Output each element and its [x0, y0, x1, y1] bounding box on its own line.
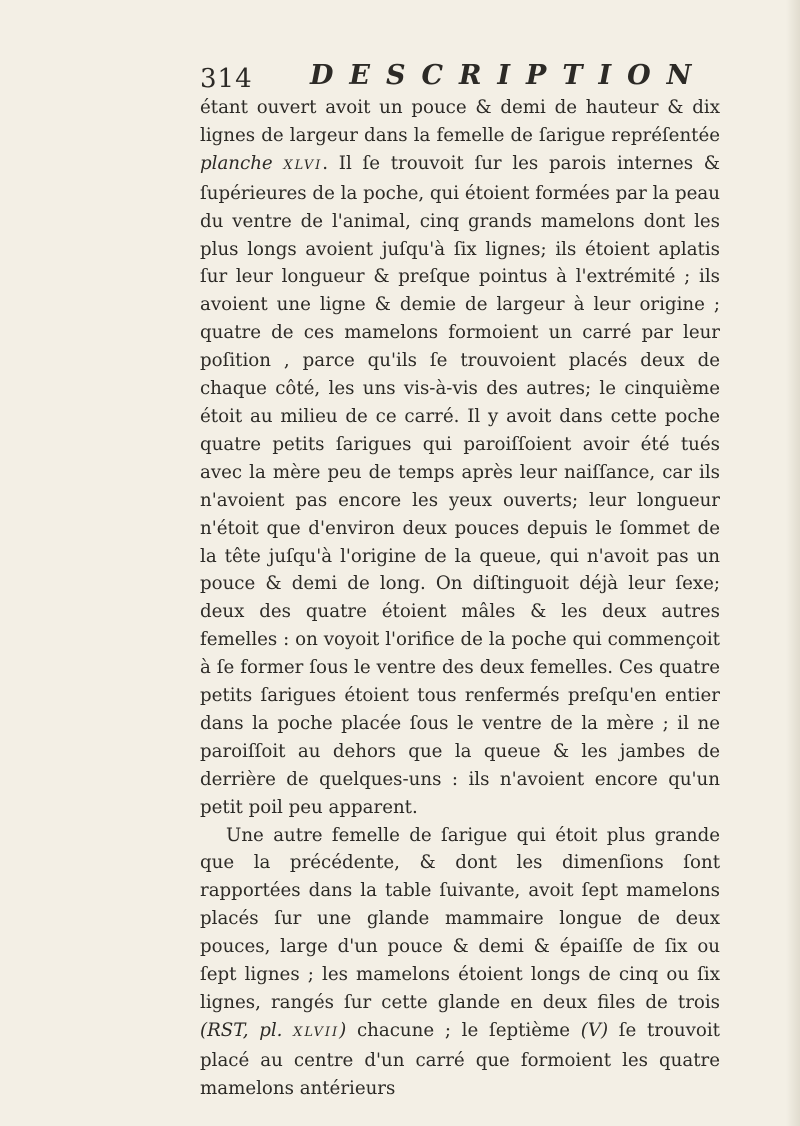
text-segment: (RST, pl. [200, 1019, 294, 1041]
running-title: DESCRIPTION [310, 60, 708, 91]
text-segment: XLVII [293, 1024, 340, 1040]
paragraph-1 [200, 94, 720, 822]
text-segment: XLVI [283, 157, 323, 173]
text-segment: planche [200, 152, 284, 174]
text-segment: (V) [580, 1019, 609, 1041]
page-number: 314 [200, 64, 253, 94]
text-segment: étant ouvert avoit un pouce & demi de hauteur & dix lignes de largeur dans la femelle de ſarigue repréſentée [200, 97, 720, 146]
page-edge [786, 0, 800, 1126]
text-segment: chacune ; le ſeptième [346, 1019, 581, 1041]
paragraph-2 [200, 822, 720, 1103]
text-segment: Une autre femelle de ſarigue qui étoit plus grande que la précédente, & dont les dimenſions ſont rapportées dans la table ſuivante, avoit ſept mamelons placés ſur une glande mammaire longue de deux pouces, large d'un pouce & demi & épaiſſe de ſix ou ſept lignes ; les mamelons étoient longs de cinq ou ſix lignes, rangés ſur cette glande en deux files de trois [200, 824, 720, 1013]
text-segment: ſe trouvoit placé au centre d'un carré que formoient les quatre mamelons antérieurs [200, 1019, 720, 1099]
text-segment: ) [339, 1019, 347, 1041]
body-text [200, 94, 720, 1103]
text-segment: . Il ſe trouvoit ſur les parois internes & ſupérieures de la poche, qui étoient formées par la peau du ventre de l'animal, cinq grands mamelons dont les plus longs avoient juſqu'à ſix lignes; ils étoient aplatis ſur leur longueur & preſque pointus à l'extrémité ; ils avoient une ligne & demie de largeur à leur origine ; quatre de ces mamelons formoient un carré par leur poſition , parce qu'ils ſe trouvoient placés deux de chaque côté, les uns vis-à-vis des autres; le cinquième étoit au milieu de ce carré. Il y avoit dans cette poche quatre petits ſarigues qui paroiſſoient avoir été tués avec la mère peu de temps après leur naiſſance, car ils n'avoient pas encore les yeux ouverts; leur longueur n'étoit que d'environ deux pouces depuis le ſommet de la tête juſqu'à l'origine de la queue, qui n'avoit pas un pouce & demi de long. On diſtinguoit déjà leur ſexe; deux des quatre étoient mâles & les deux autres femelles : on voyoit l'orifice de la poche qui commençoit à ſe former ſous le ventre des deux femelles. Ces quatre petits ſarigues étoient tous renfermés preſqu'en entier dans la poche placée ſous le ventre de la mère ; il ne paroiſſoit au dehors que la queue & les jambes de derrière de quelques-uns : ils n'avoient encore qu'un petit poil peu apparent. [200, 152, 720, 818]
